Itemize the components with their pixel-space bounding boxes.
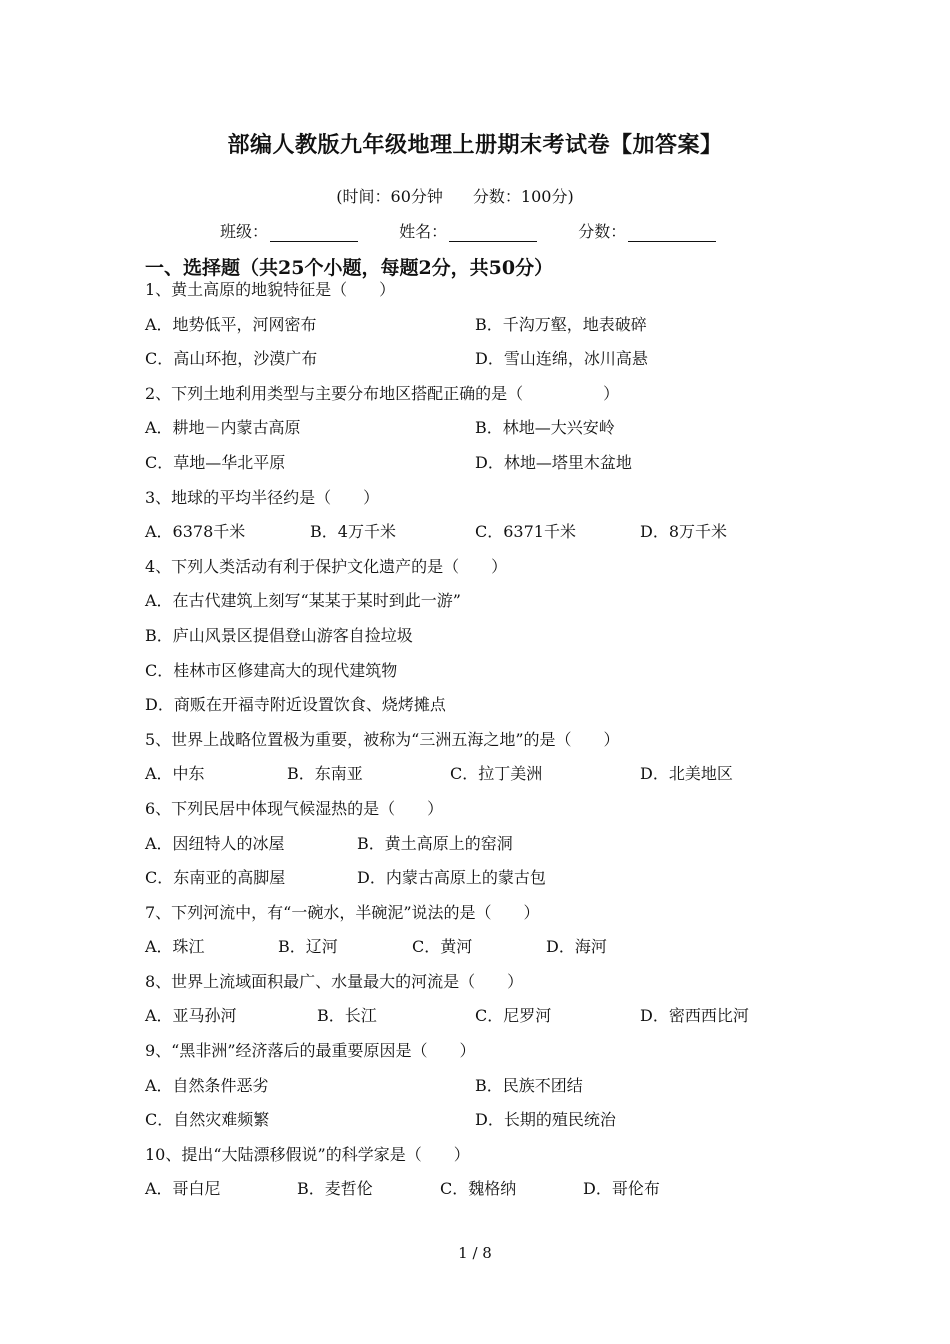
exam-meta <box>0 184 910 207</box>
question-stem: 7、下列河流中，有“一碗水，半碗泥”说法的是（ ） <box>145 902 540 922</box>
option: D．北美地区 <box>640 764 733 784</box>
option: D．雪山连绵，冰川高悬 <box>475 349 648 369</box>
exam-title: 部编人教版九年级地理上册期末考试卷【加答案】 <box>227 132 723 158</box>
score-label: 分数： <box>578 222 627 241</box>
option: B．长江 <box>317 1006 377 1026</box>
option-row <box>145 308 845 343</box>
option: A．因纽特人的冰屋 <box>145 833 285 853</box>
option-row <box>145 584 845 619</box>
class-blank <box>270 225 358 242</box>
option-row <box>145 757 845 792</box>
option: D．林地—塔里木盆地 <box>475 452 632 472</box>
option-row <box>145 515 845 550</box>
option: D．商贩在开福寺附近设置饮食、烧烤摊点 <box>145 695 446 715</box>
option: A．珠江 <box>145 937 205 957</box>
section-title: 一、选择题（共25个小题，每题2分，共50分） <box>145 257 554 279</box>
option: C．自然灾难频繁 <box>145 1110 270 1130</box>
option: D．8万千米 <box>640 522 728 542</box>
option-row <box>145 411 845 446</box>
option: B．千沟万壑，地表破碎 <box>475 314 647 334</box>
option: B．黄土高原上的窑洞 <box>357 833 513 853</box>
score-field <box>578 219 716 242</box>
page-number: 1 / 8 <box>458 1244 492 1262</box>
question-stem: 1、黄土高原的地貌特征是（ ） <box>145 280 396 299</box>
option: A．亚马孙河 <box>145 1006 237 1026</box>
option: C．桂林市区修建高大的现代建筑物 <box>145 660 398 680</box>
class-label: 班级： <box>220 222 269 241</box>
option: D．内蒙古高原上的蒙古包 <box>357 868 546 888</box>
option: B．林地—大兴安岭 <box>475 418 615 438</box>
option: C．草地—华北平原 <box>145 452 286 472</box>
student-info-fields <box>220 219 752 242</box>
question-list <box>145 273 845 1207</box>
option: A．中东 <box>145 764 205 784</box>
question-stem: 3、地球的平均半径约是（ ） <box>145 487 380 507</box>
score-blank <box>628 225 716 242</box>
option: A．6378千米 <box>145 522 246 542</box>
option: C．6371千米 <box>475 522 576 542</box>
option: D．哥伦布 <box>583 1179 660 1199</box>
option-row <box>145 1103 845 1138</box>
name-blank <box>449 225 537 242</box>
option-row <box>145 827 845 862</box>
exam-score: 分数：100分) <box>472 187 574 206</box>
name-label: 姓名： <box>399 222 448 241</box>
option: B．东南亚 <box>287 764 363 784</box>
exam-time: (时间：60分钟 <box>336 187 443 206</box>
option: B．辽河 <box>278 937 338 957</box>
question-stem: 6、下列民居中体现气候湿热的是（ ） <box>145 798 444 818</box>
option: A．自然条件恶劣 <box>145 1075 269 1095</box>
option-row <box>145 688 845 723</box>
option: C．东南亚的高脚屋 <box>145 868 286 888</box>
question-stem: 9、“黑非洲”经济落后的最重要原因是（ ） <box>145 1041 476 1061</box>
question-stem: 4、下列人类活动有利于保护文化遗产的是（ ） <box>145 556 508 576</box>
option-row <box>145 999 845 1034</box>
question-stem: 5、世界上战略位置极为重要，被称为“三洲五海之地”的是（ ） <box>145 729 620 749</box>
option-row <box>145 446 845 481</box>
option-row <box>145 930 845 965</box>
option: D．密西西比河 <box>640 1006 749 1026</box>
option: C．尼罗河 <box>475 1006 552 1026</box>
option: B．庐山风景区提倡登山游客自捡垃圾 <box>145 625 413 645</box>
option-row <box>145 654 845 689</box>
option: B．麦哲伦 <box>297 1179 373 1199</box>
option: A．在古代建筑上刻写“某某于某时到此一游” <box>145 591 461 611</box>
question-stem: 2、下列土地利用类型与主要分布地区搭配正确的是（ ） <box>145 383 620 403</box>
class-field <box>220 219 358 242</box>
option: A．哥白尼 <box>145 1179 221 1199</box>
option: A．耕地－内蒙古高原 <box>145 418 301 438</box>
name-field <box>399 219 537 242</box>
option-row <box>145 619 845 654</box>
option: B．民族不团结 <box>475 1075 583 1095</box>
option: D．海河 <box>546 937 607 957</box>
option-row <box>145 342 845 377</box>
option: C．魏格纳 <box>440 1179 517 1199</box>
option-row <box>145 861 845 896</box>
option-row <box>145 1069 845 1104</box>
option-row <box>145 1172 845 1207</box>
option: C．高山环抱，沙漠广布 <box>145 349 318 369</box>
option: C．黄河 <box>412 937 473 957</box>
question-stem: 8、世界上流域面积最广、水量最大的河流是（ ） <box>145 971 524 991</box>
option: A．地势低平，河网密布 <box>145 314 317 334</box>
question-stem: 10、提出“大陆漂移假说”的科学家是（ ） <box>145 1144 470 1164</box>
option: B．4万千米 <box>310 522 396 542</box>
option: D．长期的殖民统治 <box>475 1110 616 1130</box>
option: C．拉丁美洲 <box>450 764 543 784</box>
